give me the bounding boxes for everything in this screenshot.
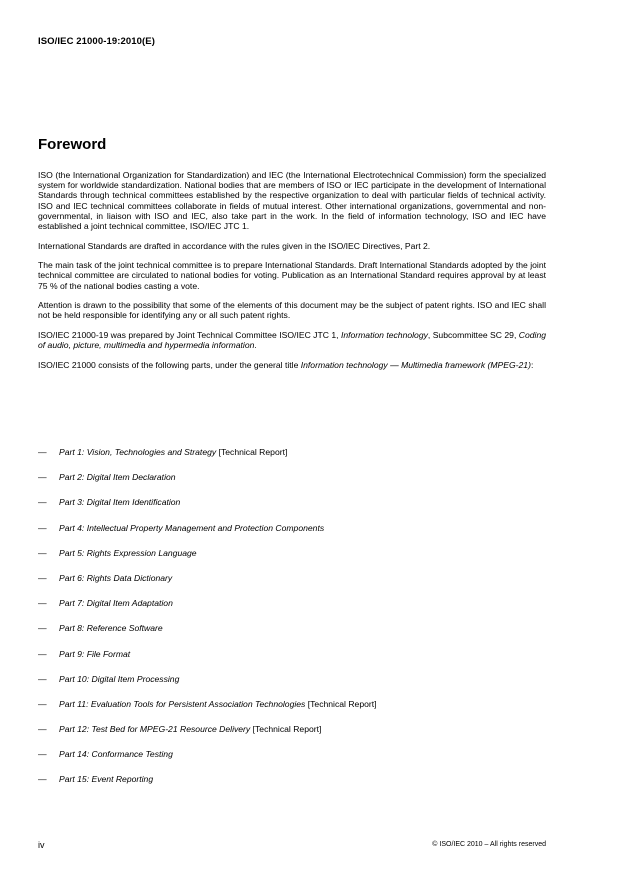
part-entry [59, 573, 172, 583]
part-entry [59, 699, 377, 709]
list-dash: — [38, 497, 47, 508]
list-item [38, 573, 546, 598]
part-entry [59, 724, 321, 734]
part-entry [59, 523, 324, 533]
part-entry [59, 497, 180, 507]
list-item [38, 623, 546, 648]
list-dash: — [38, 648, 47, 659]
prepared-by-end: . [254, 340, 257, 351]
list-item [38, 674, 546, 699]
paragraph-main-task: The main task of the joint technical committee is to prepare International Standards. Draft International Standards adopted by the joint technical committee are circulated to national bodies for voting. Publication as an International Standard requires approval by at least 75 % of the national bodies casting a vote. [38, 260, 546, 291]
list-item [38, 774, 546, 799]
list-dash: — [38, 724, 47, 735]
list-dash: — [38, 749, 47, 760]
part-title: Part 5: Rights Expression Language [59, 547, 197, 558]
parts-intro-colon: : [530, 359, 534, 370]
part-entry [59, 774, 153, 784]
paragraph-intro: ISO (the International Organization for Standardization) and IEC (the International Electrotechnical Commission) form the specialized system for worldwide standardization. National bodies that are members of ISO or IEC participate in the development of International Standards through technical committees established by the respective organization to deal with particular fields of technical activity. ISO and IEC technical committees collaborate in fields of mutual interest. Other international organizations, governmental and non-governmental, in liaison with ISO and IEC, also take part in the work. In the field of information technology, ISO and IEC have established a joint technical committee, ISO/IEC JTC 1. [38, 170, 546, 232]
list-item [38, 724, 546, 749]
parts-list [38, 447, 546, 800]
part-title: Part 7: Digital Item Adaptation [59, 598, 173, 609]
foreword-body [38, 170, 546, 379]
paragraph-parts-intro [38, 360, 546, 370]
list-item [38, 699, 546, 724]
list-item [38, 472, 546, 497]
list-item [38, 497, 546, 522]
list-dash: — [38, 572, 47, 583]
part-note: [Technical Report] [305, 698, 377, 709]
part-title: Part 8: Reference Software [59, 623, 163, 634]
part-note: [Technical Report] [250, 724, 322, 735]
list-item [38, 447, 546, 472]
list-dash: — [38, 547, 47, 558]
part-title: Part 15: Event Reporting [59, 774, 154, 785]
paragraph-prepared-by [38, 330, 546, 350]
part-title: Part 14: Conformance Testing [59, 749, 173, 760]
copyright-notice: © ISO/IEC 2010 – All rights reserved [432, 841, 546, 848]
part-note: [Technical Report] [216, 447, 288, 457]
page-number: iv [38, 840, 45, 850]
section-title: Foreword [38, 136, 107, 153]
part-entry [59, 749, 173, 759]
list-dash: — [38, 598, 47, 609]
list-dash: — [38, 472, 47, 483]
part-title: Part 9: File Format [59, 648, 131, 659]
part-title: Part 11: Evaluation Tools for Persistent Association Technologies [59, 698, 306, 709]
list-item [38, 523, 546, 548]
part-title: Part 2: Digital Item Declaration [59, 472, 176, 483]
part-title: Part 1: Vision, Technologies and Strategy [59, 447, 217, 457]
part-entry [59, 598, 173, 608]
list-dash: — [38, 447, 47, 457]
part-title: Part 6: Rights Data Dictionary [59, 572, 173, 583]
part-title: Part 12: Test Bed for MPEG-21 Resource Delivery [59, 724, 251, 735]
parts-intro-text: ISO/IEC 21000 consists of the following parts, under the general title [38, 359, 301, 370]
prepared-by-subcommittee: , Subcommittee SC 29, [427, 330, 519, 340]
parts-intro-general-title: Information technology — Multimedia framework (MPEG-21) [300, 359, 531, 370]
part-entry [59, 623, 163, 633]
list-item [38, 548, 546, 573]
prepared-by-sc-title: Coding of audio, picture, multimedia and hypermedia information [38, 330, 546, 351]
part-entry [59, 447, 287, 457]
part-title: Part 4: Intellectual Property Management and Protection Components [59, 522, 325, 533]
paragraph-patents: Attention is drawn to the possibility that some of the elements of this document may be the subject of patent rights. ISO and IEC shall not be held responsible for identifying any or all such patent rights. [38, 300, 546, 321]
list-dash: — [38, 673, 47, 684]
list-item [38, 649, 546, 674]
list-dash: — [38, 522, 47, 533]
part-entry [59, 472, 176, 482]
part-entry [59, 649, 130, 659]
part-entry [59, 548, 197, 558]
prepared-by-title: Information technology [340, 330, 428, 340]
document-id: ISO/IEC 21000-19:2010(E) [38, 36, 155, 47]
part-title: Part 3: Digital Item Identification [59, 497, 181, 508]
list-item [38, 749, 546, 774]
part-title: Part 10: Digital Item Processing [59, 673, 180, 684]
list-dash: — [38, 623, 47, 634]
part-entry [59, 674, 179, 684]
prepared-by-text: ISO/IEC 21000-19 was prepared by Joint Technical Committee ISO/IEC JTC 1, [38, 330, 341, 340]
list-item [38, 598, 546, 623]
paragraph-directives: International Standards are drafted in accordance with the rules given in the ISO/IEC Directives, Part 2. [38, 240, 431, 251]
list-dash: — [38, 774, 47, 785]
list-dash: — [38, 698, 47, 709]
